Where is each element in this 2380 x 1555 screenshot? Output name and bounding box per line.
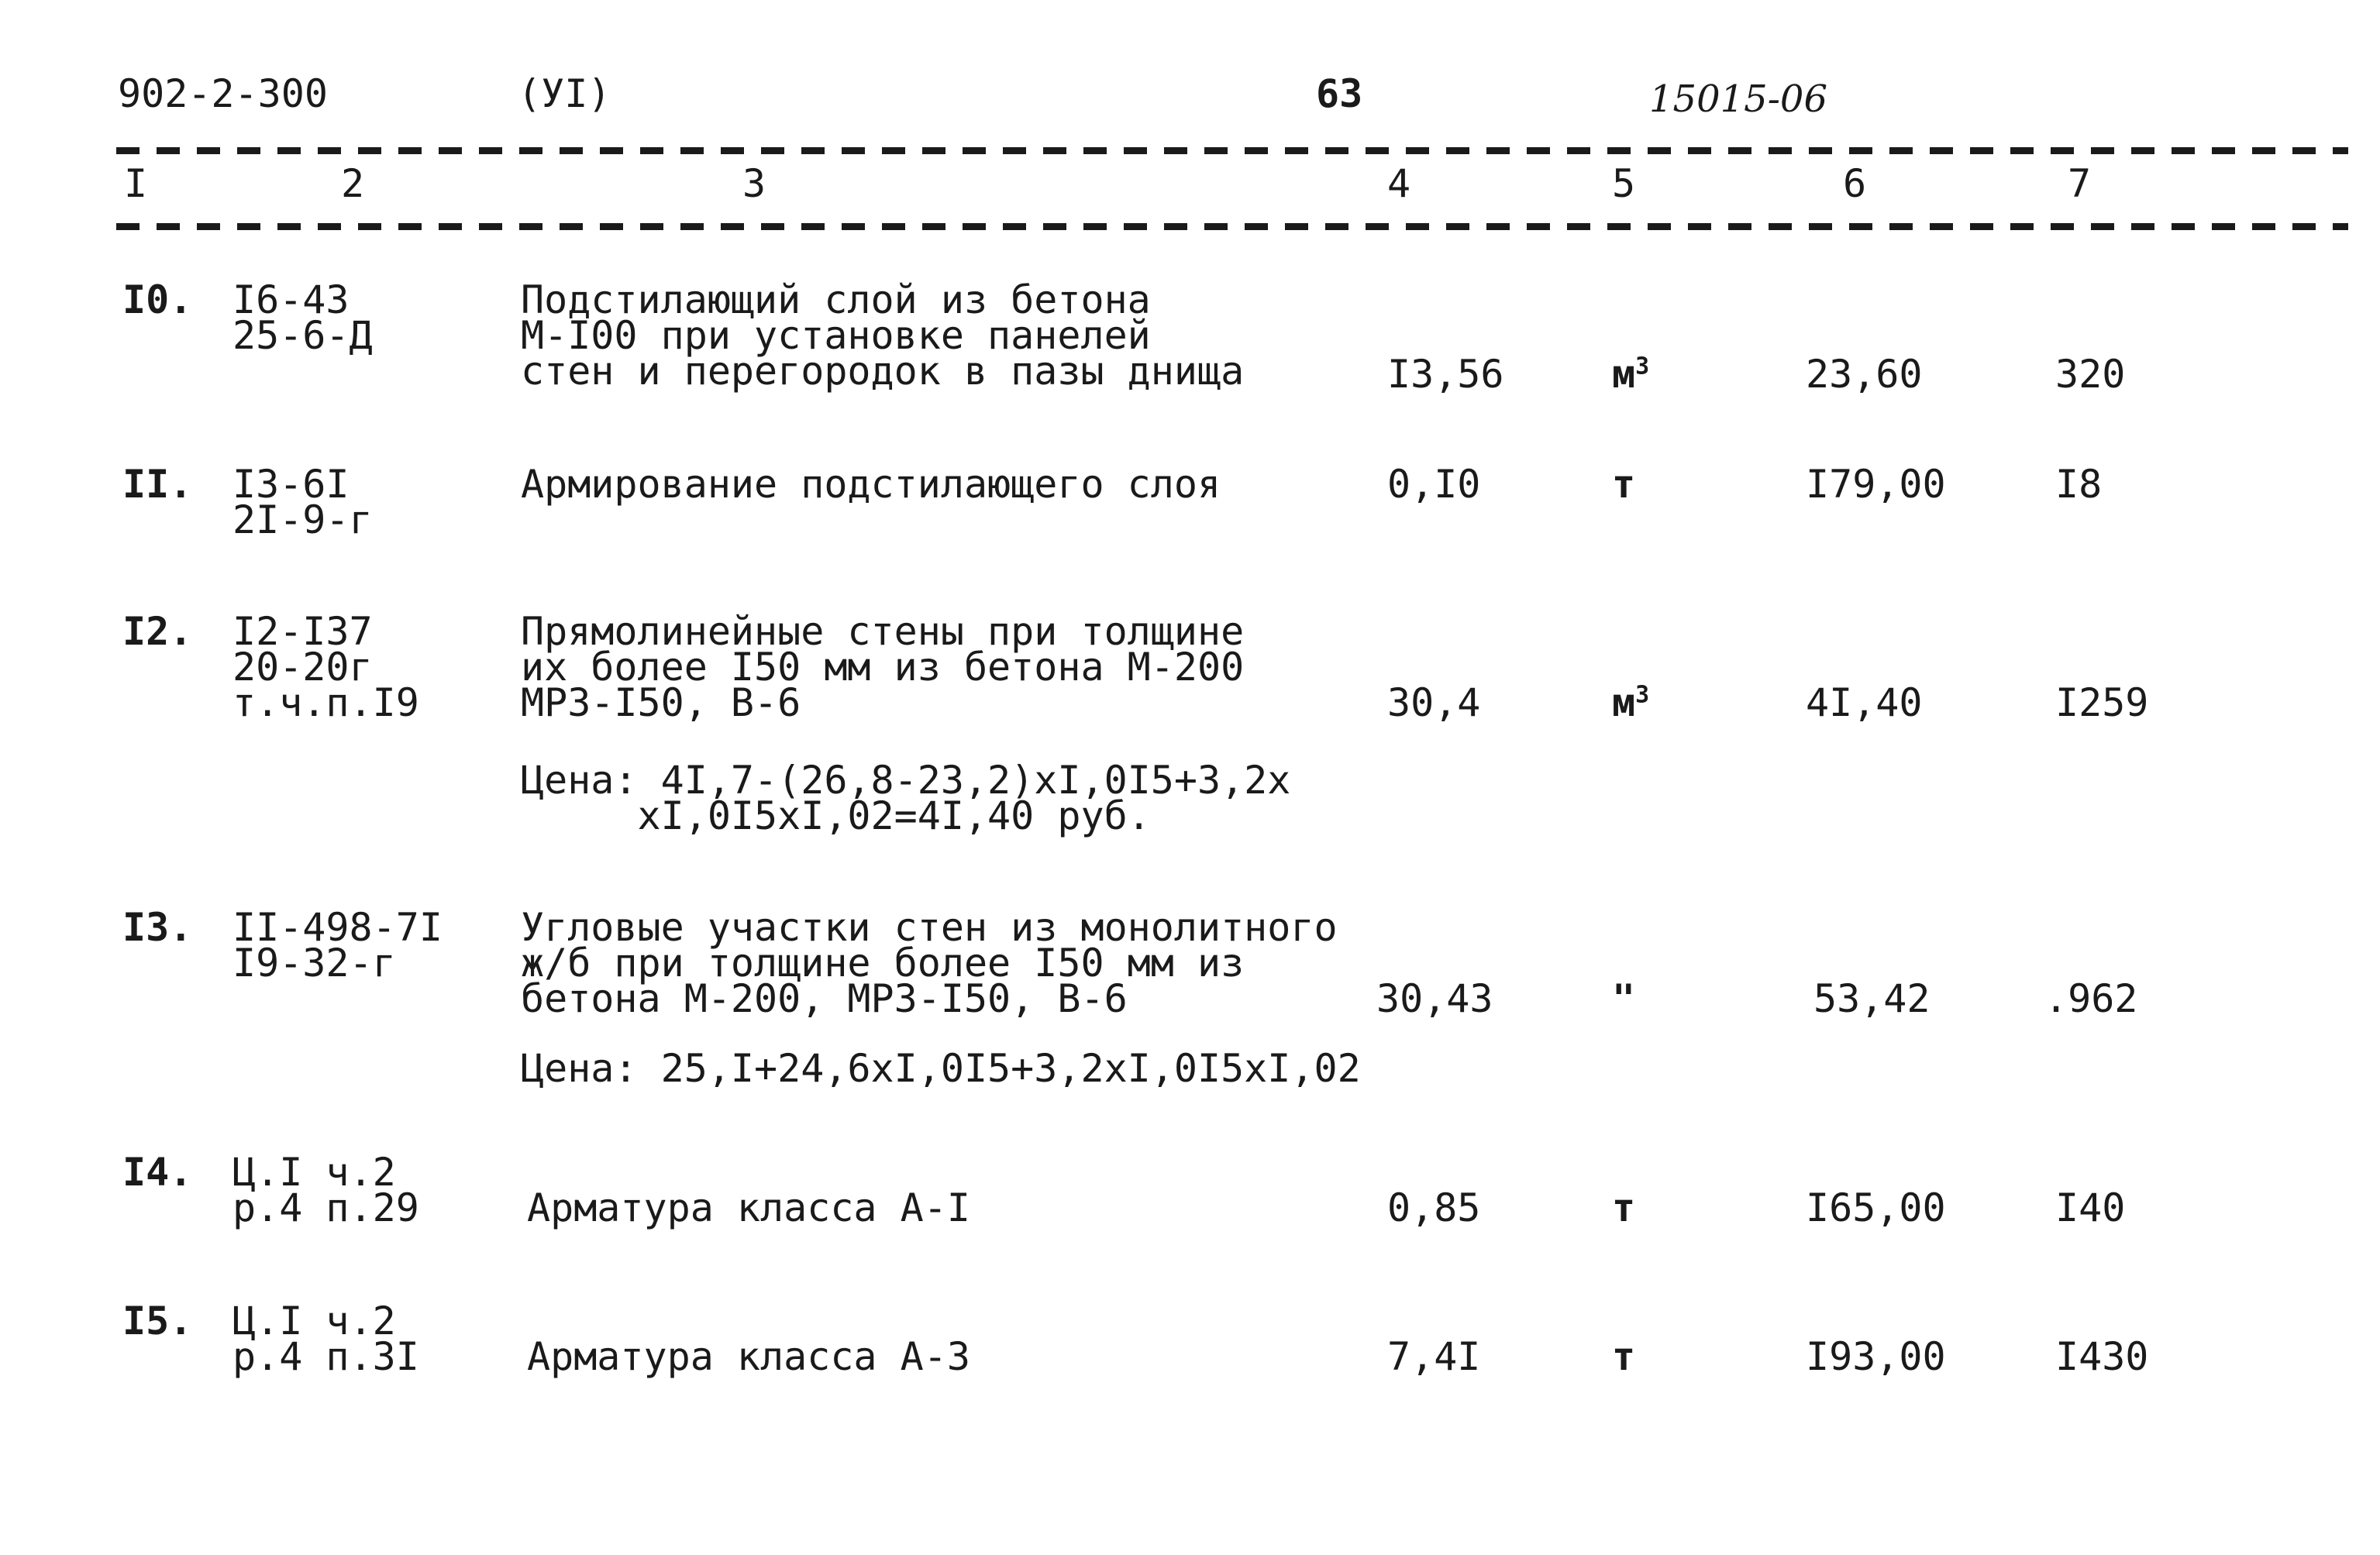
work-description-line: М-I00 при установке панелей bbox=[521, 313, 1151, 358]
norm-code-line: Ц.I ч.2 bbox=[232, 1299, 396, 1343]
project-code: 902-2-300 bbox=[118, 71, 328, 116]
unit: т bbox=[1612, 462, 1636, 507]
quantity: 0,I0 bbox=[1387, 462, 1481, 507]
unit-price: I93,00 bbox=[1806, 1334, 1946, 1379]
column-number-1: I bbox=[124, 161, 148, 206]
total-cost: 320 bbox=[2055, 352, 2126, 397]
unit-price: I65,00 bbox=[1806, 1185, 1946, 1230]
unit-price: 23,60 bbox=[1806, 352, 1923, 397]
norm-code-line: т.ч.п.I9 bbox=[232, 680, 419, 725]
quantity: 30,43 bbox=[1376, 976, 1493, 1021]
row-number: I3. bbox=[122, 905, 193, 950]
total-cost: I430 bbox=[2055, 1334, 2149, 1379]
norm-code-line: р.4 п.3I bbox=[232, 1334, 419, 1379]
row-number: I5. bbox=[122, 1299, 193, 1343]
work-description-line: Подстилающий слой из бетона bbox=[521, 277, 1151, 322]
column-number-2: 2 bbox=[341, 161, 365, 206]
row-number: I2. bbox=[122, 609, 193, 654]
total-cost: I259 bbox=[2055, 680, 2149, 725]
work-description-line: стен и перегородок в пазы днища bbox=[521, 349, 1245, 394]
dashed-rule-top bbox=[116, 147, 2348, 154]
column-number-3: 3 bbox=[742, 161, 766, 206]
unit: т bbox=[1612, 1334, 1636, 1379]
unit: т bbox=[1612, 1185, 1636, 1230]
unit-price: 53,42 bbox=[1813, 976, 1931, 1021]
work-description-line: МРЗ-I50, В-6 bbox=[521, 680, 801, 725]
unit-price: 4I,40 bbox=[1806, 680, 1923, 725]
norm-code-line: I9-32-г bbox=[232, 941, 396, 986]
row-number: I4. bbox=[122, 1150, 193, 1195]
unit: " bbox=[1612, 976, 1636, 1021]
work-description-line: Армирование подстилающего слоя bbox=[521, 462, 1221, 507]
total-cost: I8 bbox=[2055, 462, 2103, 507]
unit: $м^3$ bbox=[1612, 680, 1650, 725]
dashed-rule-bottom bbox=[116, 223, 2348, 230]
page-number: 63 bbox=[1316, 71, 1363, 116]
column-number-7: 7 bbox=[2068, 161, 2092, 206]
norm-code-line: р.4 п.29 bbox=[232, 1185, 419, 1230]
work-description-line: Арматура класса А-I bbox=[527, 1185, 970, 1230]
quantity: I3,56 bbox=[1387, 352, 1504, 397]
row-number: II. bbox=[122, 462, 193, 507]
norm-code-line: I6-43 bbox=[232, 277, 350, 322]
work-description-line: бетона М-200, МРЗ-I50, В-6 bbox=[521, 976, 1128, 1021]
norm-code-line: II-498-7I bbox=[232, 905, 443, 950]
norm-code-line: 20-20г bbox=[232, 645, 373, 690]
total-cost: I40 bbox=[2055, 1185, 2126, 1230]
work-description-line: Прямолинейные стены при толщине bbox=[521, 609, 1245, 654]
work-description-line: ж/б при толщине более I50 мм из bbox=[521, 941, 1245, 986]
column-number-5: 5 bbox=[1612, 161, 1636, 206]
handwritten-note: 15015-06 bbox=[1649, 77, 1827, 121]
work-description-line: Угловые участки стен из монолитного bbox=[521, 905, 1338, 950]
work-description-line: их более I50 мм из бетона М-200 bbox=[521, 645, 1245, 690]
quantity: 0,85 bbox=[1387, 1185, 1481, 1230]
row-number: I0. bbox=[122, 277, 193, 322]
norm-code-line: 25-6-Д bbox=[232, 313, 373, 358]
column-number-6: 6 bbox=[1843, 161, 1867, 206]
norm-code-line: 2I-9-г bbox=[232, 497, 373, 542]
price-calculation-line: хI,0I5хI,02=4I,40 руб. bbox=[521, 793, 1151, 838]
price-calculation-line: Цена: 4I,7-(26,8-23,2)хI,0I5+3,2х bbox=[521, 758, 1291, 803]
norm-code-line: Ц.I ч.2 bbox=[232, 1150, 396, 1195]
column-number-4: 4 bbox=[1387, 161, 1411, 206]
work-description-line: Арматура класса А-3 bbox=[527, 1334, 970, 1379]
quantity: 7,4I bbox=[1387, 1334, 1481, 1379]
total-cost: .962 bbox=[2044, 976, 2138, 1021]
section-label: (УI) bbox=[518, 71, 611, 116]
quantity: 30,4 bbox=[1387, 680, 1481, 725]
norm-code-line: I3-6I bbox=[232, 462, 350, 507]
price-calculation-line: Цена: 25,I+24,6хI,0I5+3,2хI,0I5хI,02 bbox=[521, 1046, 1361, 1091]
unit-price: I79,00 bbox=[1806, 462, 1946, 507]
unit: $м^3$ bbox=[1612, 352, 1650, 397]
norm-code-line: I2-I37 bbox=[232, 609, 373, 654]
